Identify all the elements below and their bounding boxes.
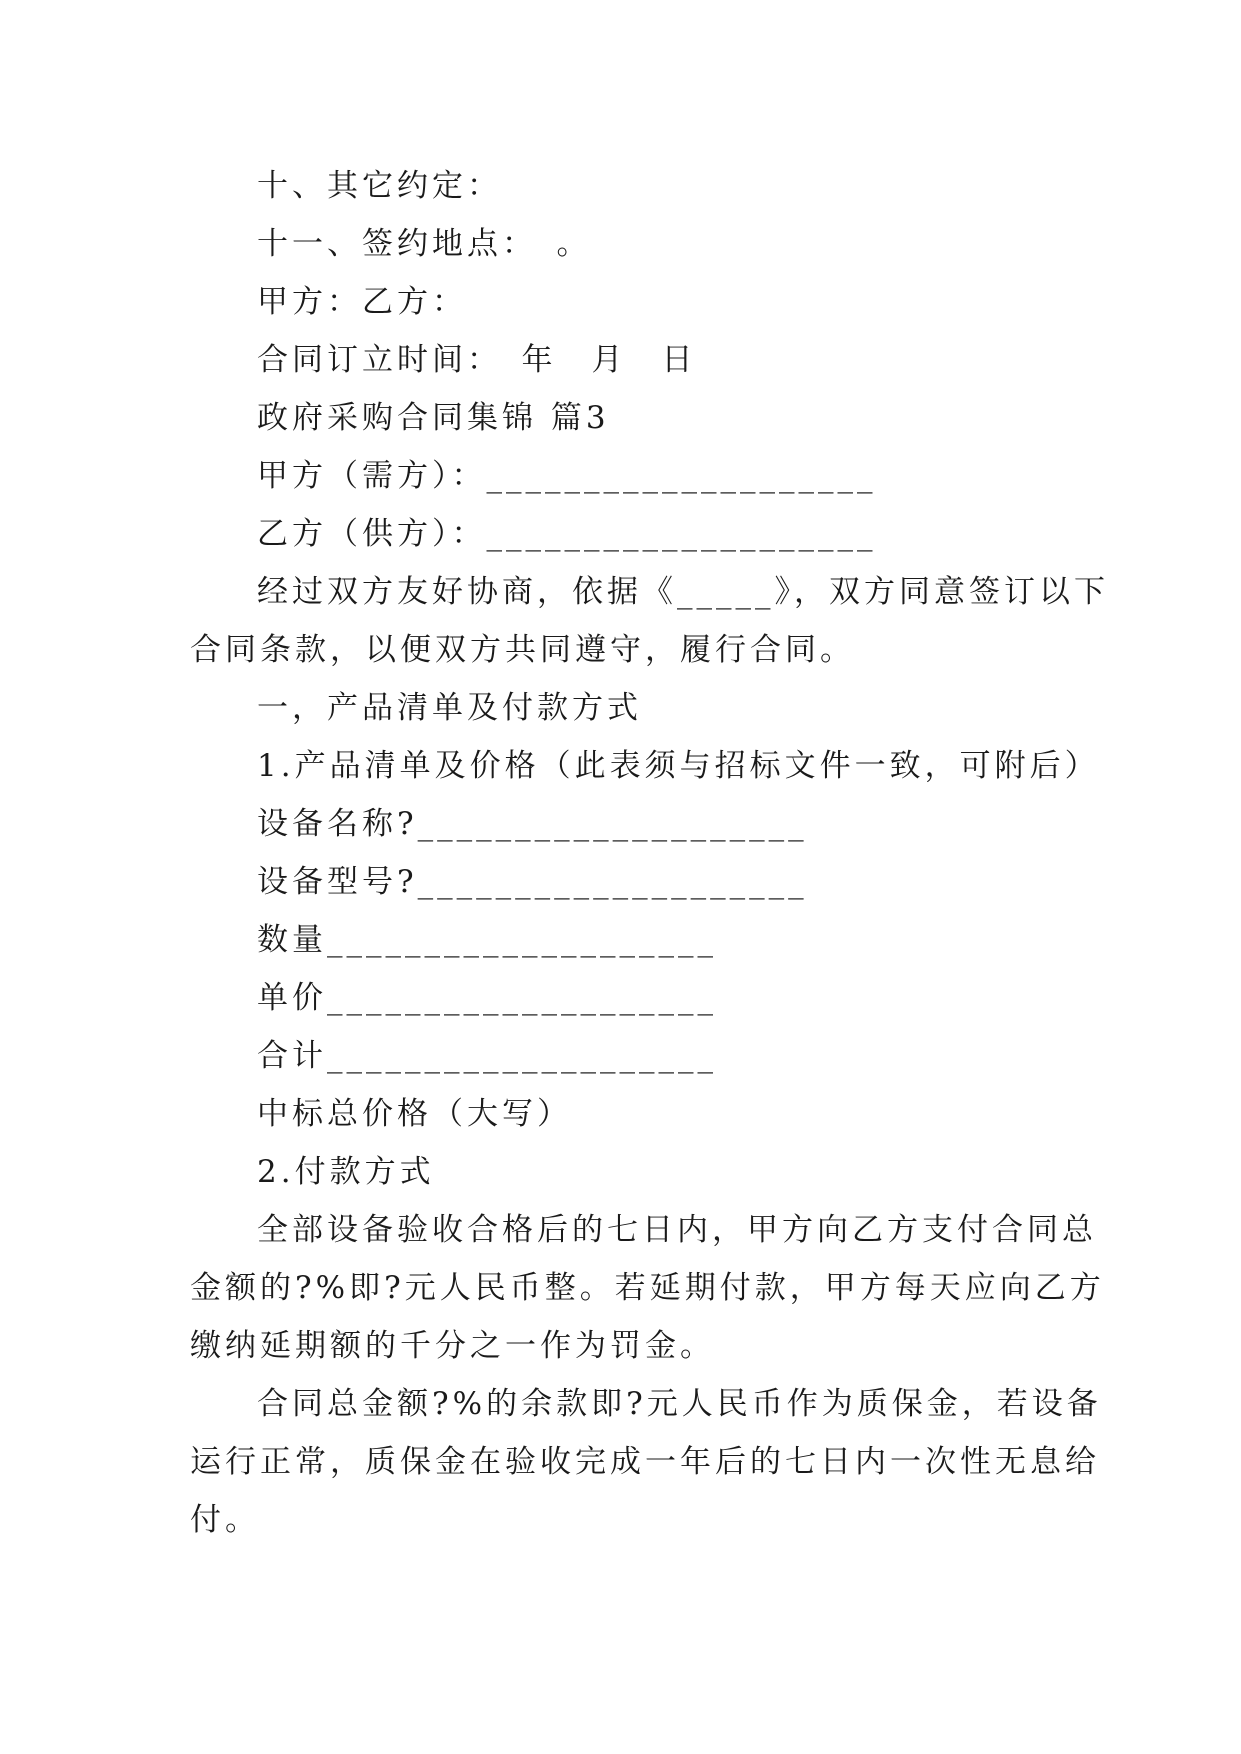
warranty-paragraph-line-1: 合同总金额?%的余款即?元人民币作为质保金，若设备 bbox=[257, 1386, 1102, 1422]
winning-bid-total: 中标总价格（大写） bbox=[257, 1096, 572, 1132]
party-signatures: 甲方：乙方： bbox=[257, 284, 467, 320]
preamble-paragraph-line-1: 经过双方友好协商，依据《_____》，双方同意签订以下 bbox=[257, 574, 1109, 610]
total-field: 合计____________________ bbox=[257, 1038, 717, 1074]
payment-paragraph-line-1: 全部设备验收合格后的七日内，甲方向乙方支付合同总 bbox=[257, 1212, 1097, 1248]
equipment-name-field: 设备名称?____________________ bbox=[257, 806, 808, 842]
quantity-field: 数量____________________ bbox=[257, 922, 717, 958]
payment-paragraph-line-2: 金额的?%即?元人民币整。若延期付款，甲方每天应向乙方 bbox=[190, 1270, 1105, 1306]
warranty-paragraph-line-3: 付。 bbox=[190, 1502, 260, 1538]
section-title: 政府采购合同集锦 篇3 bbox=[257, 400, 610, 436]
subheading-payment-method: 2.付款方式 bbox=[257, 1154, 435, 1190]
clause-10-other-terms: 十、其它约定： bbox=[257, 168, 502, 204]
preamble-paragraph-line-2: 合同条款，以便双方共同遵守，履行合同。 bbox=[190, 632, 855, 668]
equipment-model-field: 设备型号?____________________ bbox=[257, 864, 808, 900]
party-b-field: 乙方（供方）：____________________ bbox=[257, 516, 877, 552]
subheading-product-price: 1.产品清单及价格（此表须与招标文件一致，可附后） bbox=[257, 748, 1100, 784]
unit-price-field: 单价____________________ bbox=[257, 980, 717, 1016]
payment-paragraph-line-3: 缴纳延期额的千分之一作为罚金。 bbox=[190, 1328, 715, 1364]
contract-date: 合同订立时间： 年 月 日 bbox=[257, 342, 697, 378]
warranty-paragraph-line-2: 运行正常，质保金在验收完成一年后的七日内一次性无息给 bbox=[190, 1444, 1100, 1480]
party-a-field: 甲方（需方）：____________________ bbox=[257, 458, 877, 494]
heading-product-list: 一，产品清单及付款方式 bbox=[257, 690, 642, 726]
clause-11-signing-place: 十一、签约地点： 。 bbox=[257, 226, 592, 262]
